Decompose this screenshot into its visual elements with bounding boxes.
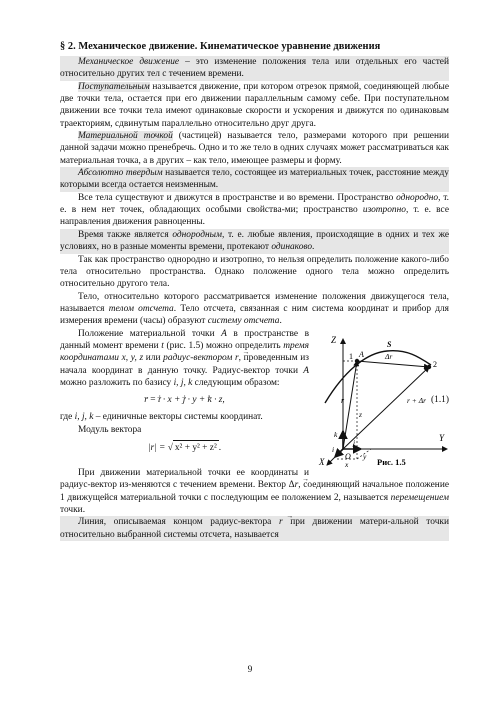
term-homogeneous: однородно	[396, 192, 439, 203]
label-2: 2	[433, 359, 437, 369]
text-column	[60, 40, 449, 541]
label-1: 1	[349, 351, 353, 361]
label-r: r	[341, 395, 345, 405]
page-number: 9	[247, 665, 253, 675]
paragraph-mechanical-motion: Механическое движение – это изменение положения тела или отдельных его частей относительно других тел с течением времени.	[60, 57, 449, 80]
term-three-coordinates: тремя координатами	[60, 340, 309, 364]
term-time-homogeneous: однородным	[172, 229, 222, 240]
displacement-vector	[357, 361, 429, 367]
paragraph-rigid-body: Абсолютно твердым называется тело, состоящее из материальных точек, расстояние между которыми всегда остается неизменным.	[60, 168, 449, 191]
point-1	[355, 358, 359, 362]
paragraph-space: Все тела существуют и движутся в пространстве и во времени. Пространство однородно, т. е. в нем нет точек, обладающих особыми свойства-ми; пространство изотропно, т. е. все направления движения равноценны.	[60, 192, 449, 228]
label-r-plus-dr: r + Δr	[407, 395, 427, 405]
paragraph-trajectory: Линия, описываемая концом радиус-вектора → r при движении матери-альной точки относительно выбранной системы отсчета, называется	[60, 516, 449, 541]
label-i: i	[332, 444, 335, 454]
term-material-point: Материальной точкой	[78, 131, 173, 142]
paragraph-material-point: Материальной точкой (частицей) называется тело, размерами которого при решении данной задачи можно пренебречь. Одно и то же тело в одних случаях может рассматриваться как материальная точка, а в других – как тело, имеющее размеры и форму.	[60, 131, 449, 166]
term-radius-vector: радиус-вектором	[163, 353, 233, 364]
label-j: j	[353, 437, 356, 447]
label-A: A	[359, 349, 364, 359]
label-S: S	[387, 339, 392, 349]
equation-number: (1.1)	[431, 395, 449, 406]
paragraph-time: Время также является однородным, т. е. любые явления, происходящие в одних и тех же условиях, но в разные моменты времени, протекают одинаково.	[60, 229, 449, 253]
label-dr: Δr	[385, 351, 393, 361]
section-title: § 2. Механическое движение. Кинематическое уравнение движения	[60, 41, 381, 52]
label-X: X	[319, 456, 325, 467]
term-mechanical-motion: Механическое движение	[78, 57, 180, 67]
term-isotropic: изотропно	[362, 205, 406, 216]
paragraph-reference-body: Тело, относительно которого рассматривается изменение положения движущегося тела, называется телом отсчета. Тело отсчета, связанная с ним система координат и прибор для измерения времени (часы) образуют систему отсчета.	[60, 291, 449, 327]
term-reference-body: телом отсчета	[108, 303, 174, 314]
paragraph-relative-position: Так как пространство однородно и изотропно, то нельзя определить положение какого-либо тела относительно пространства. Однако положение одного тела можно определить относительно другого тела.	[60, 254, 449, 290]
term-identically: одинаково	[271, 242, 313, 253]
paragraph-displacement: При движении материальной точки ее координаты и радиус-вектор из-меняются с течением времени. Вектор Δ→ r, соединяющий начальное положение 1 движущейся материальной точки с последующим ее положением 2, называется перемещением точки.	[60, 467, 449, 516]
point-2	[427, 364, 431, 368]
label-Z: Z	[331, 334, 337, 345]
equation-modulus: |r| = √ x² + y² + z² .	[60, 437, 449, 459]
paragraph-unit-vectors: где i, j, k – единичные векторы системы координат.	[60, 412, 263, 423]
paragraph-modulus: Модуль вектора	[78, 424, 142, 435]
unit-vector-i	[335, 449, 343, 457]
label-Y: Y	[439, 432, 445, 443]
label-O: O	[345, 451, 351, 461]
label-z: z	[359, 409, 362, 419]
term-reference-system: систему отсчета	[207, 316, 280, 327]
label-k: k	[334, 429, 338, 439]
figure-caption: Рис. 1.5	[377, 456, 406, 467]
term-translational: Поступательным	[78, 81, 150, 92]
term-displacement: перемещением	[390, 492, 449, 503]
paragraph-position: Положение материальной точки A в пространстве в данный момент времени t (рис. 1.5) можно определить тремя координатами x, y, z или радиус-вектором → r, проведенным из начала координат в данную точку. Радиус-вектор точки A можно разложить по базису i, j, k следующим образом:	[60, 328, 449, 390]
paragraph-translational: Поступательным называется движение, при котором отрезок прямой, соединяющей любые две точки тела, остается при его движении параллельным самому себе. При поступательном движении все точки тела имеют одинаковые скорости и ускорения и движутся по одинаковым траекториям, сдвинутым параллельно относительно друг друга.	[60, 81, 449, 129]
label-x: x	[345, 459, 349, 469]
term-rigid-body: Абсолютно твердым	[78, 168, 163, 179]
equation-1-1: → r = → i · x + → j · y + → k · z, (1.1)	[60, 391, 449, 409]
label-y: y	[363, 451, 367, 461]
